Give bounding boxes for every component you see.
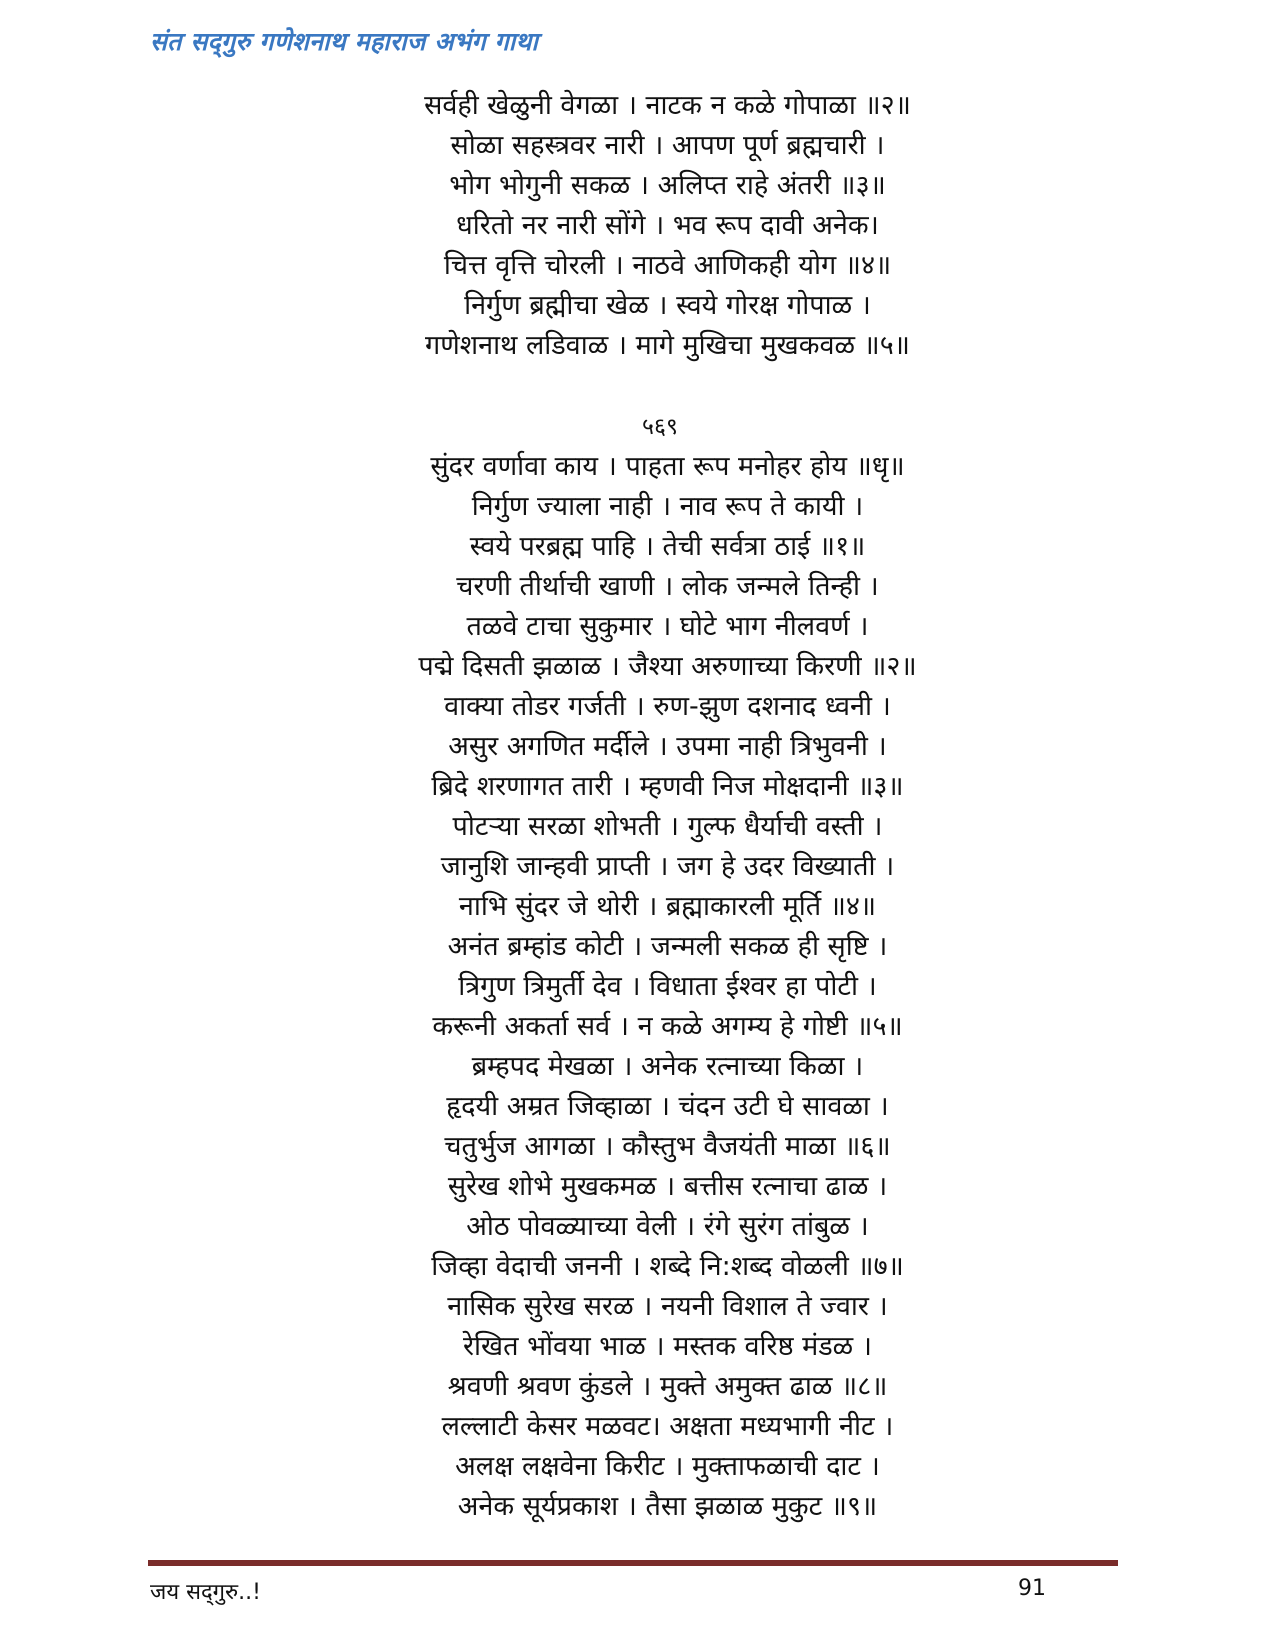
verse-line: लल्लाटी केसर मळवट। अक्षता मध्यभागी नीट । <box>441 1411 894 1442</box>
page-header-title: संत सद्‌गुरु गणेशनाथ महाराज अभंग गाथा <box>150 27 539 56</box>
verse-line: ब्रम्हपद मेखळा । अनेक रत्नाच्या किळा । <box>471 1051 864 1082</box>
verse-line: तळवे टाचा सुकुमार । घोटे भाग नीलवर्ण । <box>466 611 869 642</box>
footer-salutation: जय सद्‌गुरु..! <box>150 1580 261 1605</box>
abhang-number: ५६९ <box>642 414 678 440</box>
verse-line: असुर अगणित मर्दीले । उपमा नाही त्रिभुवनी । <box>448 731 887 762</box>
page-number: 91 <box>1018 1576 1046 1601</box>
verse-line: धरितो नर नारी सोंगे । भव रूप दावी अनेक। <box>456 210 879 241</box>
verse-line: चित्त वृत्ति चोरली । नाठवे आणिकही योग ॥४॥ <box>443 250 892 281</box>
verse-line: सुंदर वर्णावा काय । पाहता रूप मनोहर होय ॥धृ॥ <box>430 451 905 482</box>
verse-line: चरणी तीर्थाची खाणी । लोक जन्मले तिन्ही । <box>456 571 879 602</box>
verse-line: भोग भोगुनी सकळ । अलिप्त राहे अंतरी ॥३॥ <box>449 170 886 201</box>
verse-line: हृदयी अम्रत जिव्हाळा । चंदन उटी घे सावळा । <box>446 1091 889 1122</box>
verse-line: सर्वही खेळुनी वेगळा । नाटक न कळे गोपाळा ॥२॥ <box>424 90 911 121</box>
verse-line: ब्रिदे शरणागत तारी । म्हणवी निज मोक्षदानी ॥३॥ <box>431 771 904 802</box>
verse-block-previous <box>300 86 1035 366</box>
verse-line: श्रवणी श्रवण कुंडले । मुक्ते अमुक्त ढाळ ॥८॥ <box>447 1371 888 1402</box>
verse-line: जानुशि जान्हवी प्राप्ती । जग हे उदर विख्याती । <box>440 851 895 882</box>
verse-line: करूनी अकर्ता सर्व । न कळे अगम्य हे गोष्टी ॥५॥ <box>432 1011 903 1042</box>
verse-line: अनंत ब्रम्हांड कोटी । जन्मली सकळ ही सृष्टि । <box>447 931 888 962</box>
footer-divider <box>148 1560 1118 1566</box>
verse-line: पद्मे दिसती झळाळ । जैश्या अरुणाच्या किरणी ॥२॥ <box>418 651 917 682</box>
verse-line: सोळा सहस्त्रवर नारी । आपण पूर्ण ब्रह्मचारी । <box>450 130 885 161</box>
verse-line: नासिक सुरेख सरळ । नयनी विशाल ते ज्वार । <box>447 1291 888 1322</box>
verse-block-569 <box>300 447 1035 1527</box>
verse-line: अनेक सूर्यप्रकाश । तैसा झळाळ मुकुट ॥९॥ <box>457 1491 878 1522</box>
verse-line: अलक्ष लक्षवेना किरीट । मुक्ताफळाची दाट । <box>455 1451 880 1482</box>
verse-line: सुरेख शोभे मुखकमळ । बत्तीस रत्नाचा ढाळ । <box>447 1171 888 1202</box>
verse-line: नाभि सुंदर जे थोरी । ब्रह्माकारली मूर्ति ॥४॥ <box>458 891 877 922</box>
verse-line: पोटऱ्या सरळा शोभती । गुल्फ धैर्याची वस्ती । <box>452 811 883 842</box>
verse-line: गणेशनाथ लडिवाळ । मागे मुखिचा मुखकवळ ॥५॥ <box>425 330 910 361</box>
verse-line: निर्गुण ज्याला नाही । नाव रूप ते कायी । <box>471 491 864 522</box>
verse-line: स्वये परब्रह्म पाहि । तेची सर्वत्रा ठाई ॥१॥ <box>469 531 866 562</box>
verse-line: रेखित भोंवया भाळ । मस्तक वरिष्ठ मंडळ । <box>462 1331 873 1362</box>
verse-line: त्रिगुण त्रिमुर्ती देव । विधाता ईश्वर हा पोटी । <box>458 971 877 1002</box>
verse-line: ओठ पोवळ्याच्या वेली । रंगे सुरंग तांबुळ । <box>466 1211 869 1242</box>
verse-line: जिव्हा वेदाची जननी । शब्दे नि:शब्द वोळली ॥७॥ <box>431 1251 904 1282</box>
verse-line: निर्गुण ब्रह्मीचा खेळ । स्वये गोरक्ष गोपाळ । <box>464 290 871 321</box>
verse-line: चतुर्भुज आगळा । कौस्तुभ वैजयंती माळा ॥६॥ <box>444 1131 891 1162</box>
verse-line: वाक्या तोडर गर्जती । रुण-झुण दशनाद ध्वनी । <box>444 691 891 722</box>
